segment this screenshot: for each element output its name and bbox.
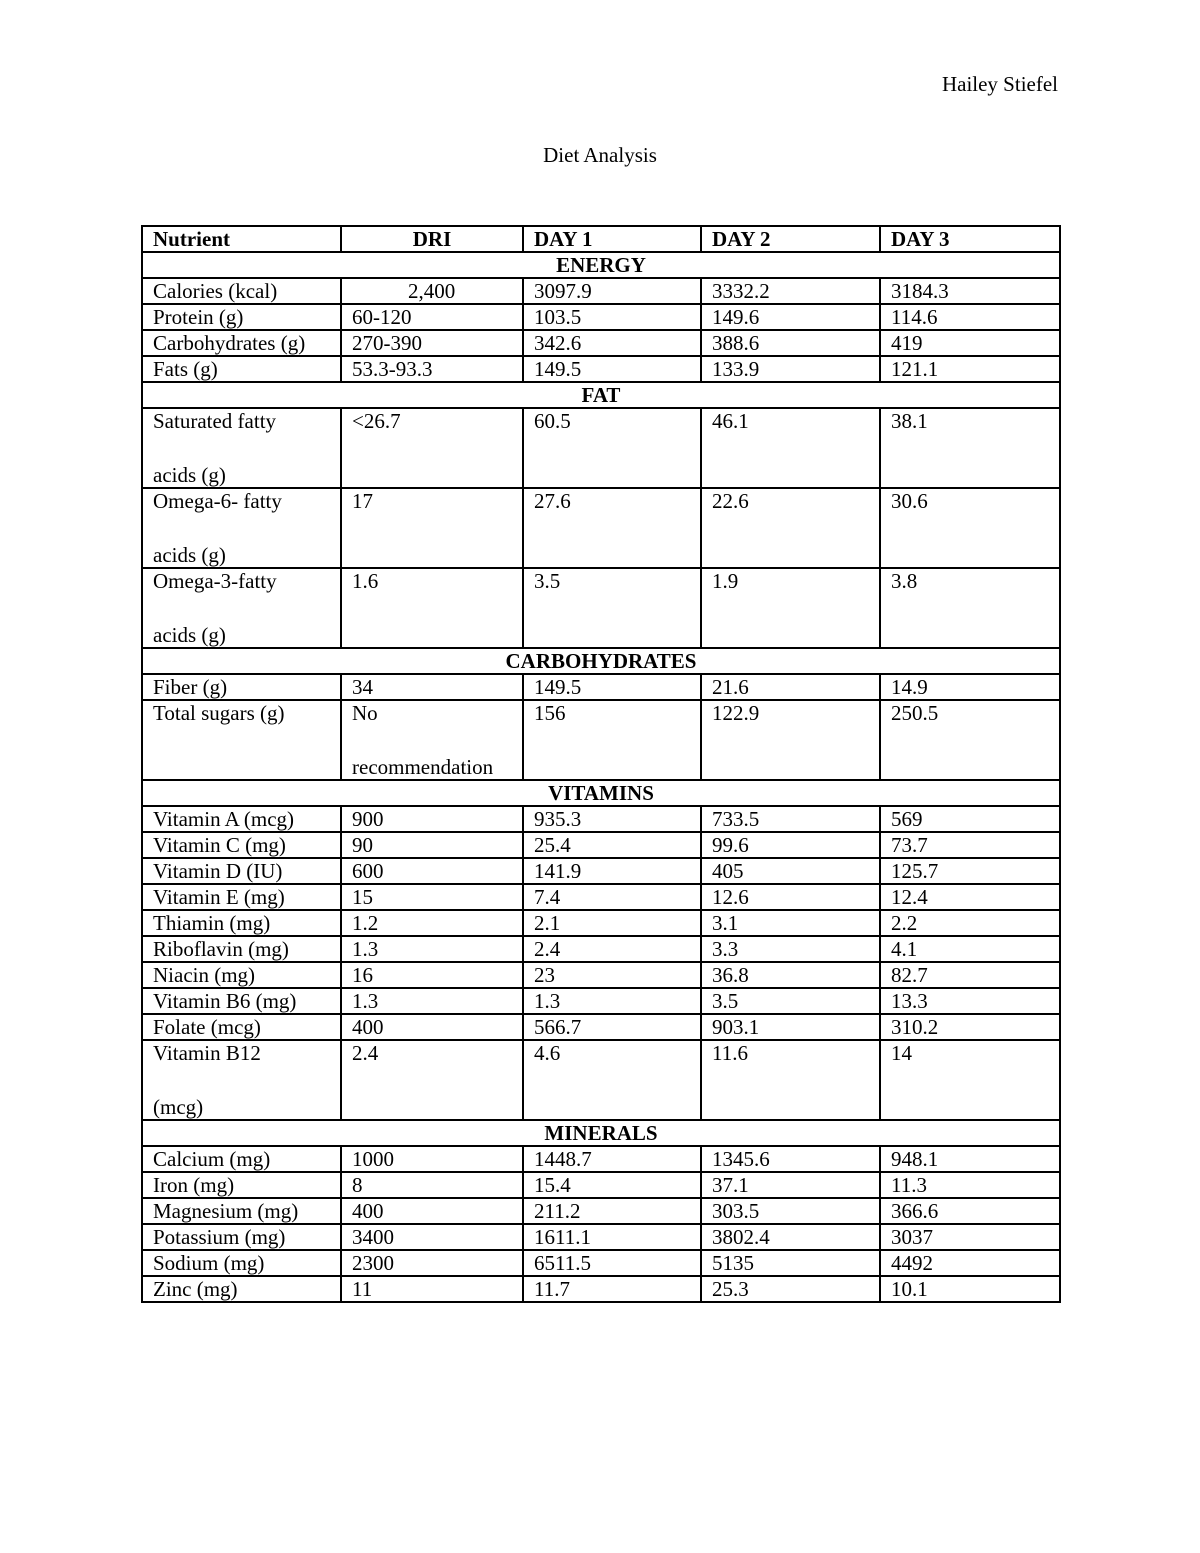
table-row [142,700,1060,780]
nutrient-cell [142,1040,341,1120]
line-gap [153,593,330,623]
day1-value: 4.6 [523,1040,701,1120]
nutrient-text: acids (g) [153,543,226,567]
dri-text: 3400 [352,1225,394,1249]
day3-value: 125.7 [880,858,1060,884]
line-gap [352,725,512,755]
table-row [142,488,1060,568]
nutrient-cell [142,1224,341,1250]
dri-cell [341,278,523,304]
nutrient-cell [142,356,341,382]
section-row [142,1120,1060,1146]
day1-value: 342.6 [523,330,701,356]
section-heading: ENERGY [142,252,1060,278]
nutrient-text: Vitamin C (mg) [153,833,286,857]
day1-value: 211.2 [523,1198,701,1224]
day2-value: 3.3 [701,936,880,962]
table-row [142,356,1060,382]
table-row [142,674,1060,700]
nutrient-text: Zinc (mg) [153,1277,238,1301]
dri-text: 400 [352,1015,384,1039]
nutrient-text: Carbohydrates (g) [153,331,306,355]
day3-value: 366.6 [880,1198,1060,1224]
column-header-day2: DAY 2 [701,226,880,252]
day1-value: 6511.5 [523,1250,701,1276]
diet-analysis-table [141,225,1061,1303]
dri-cell [341,962,523,988]
day3-value: 10.1 [880,1276,1060,1302]
day3-value: 310.2 [880,1014,1060,1040]
day1-value: 156 [523,700,701,780]
day1-value: 103.5 [523,304,701,330]
day1-value: 935.3 [523,806,701,832]
nutrient-cell [142,1146,341,1172]
day1-value: 27.6 [523,488,701,568]
nutrient-cell [142,700,341,780]
table-row [142,330,1060,356]
table-header-row [142,226,1060,252]
nutrient-text: Vitamin A (mcg) [153,807,295,831]
day2-value: 37.1 [701,1172,880,1198]
day2-value: 99.6 [701,832,880,858]
nutrient-cell [142,674,341,700]
day3-value: 948.1 [880,1146,1060,1172]
nutrient-text: Thiamin (mg) [153,911,271,935]
day1-value: 15.4 [523,1172,701,1198]
dri-text: 600 [352,859,384,883]
day2-value: 1.9 [701,568,880,648]
nutrient-cell [142,1250,341,1276]
dri-cell [341,568,523,648]
day2-value: 12.6 [701,884,880,910]
day2-value: 3.1 [701,910,880,936]
line-gap [153,1065,330,1095]
day3-value: 3037 [880,1224,1060,1250]
dri-cell [341,988,523,1014]
nutrient-cell [142,330,341,356]
day2-value: 25.3 [701,1276,880,1302]
dri-cell [341,936,523,962]
dri-text: 2.4 [352,1041,379,1065]
day3-value: 14.9 [880,674,1060,700]
nutrient-text: Vitamin B6 (mg) [153,989,297,1013]
table-row [142,936,1060,962]
day3-value: 121.1 [880,356,1060,382]
dri-cell [341,408,523,488]
table-row [142,1224,1060,1250]
table-row [142,568,1060,648]
dri-text: 2,400 [408,279,456,303]
day2-value: 3.5 [701,988,880,1014]
dri-text: 1.3 [352,937,379,961]
dri-cell [341,488,523,568]
day2-value: 733.5 [701,806,880,832]
table-row [142,832,1060,858]
dri-text: 1.3 [352,989,379,1013]
section-row [142,780,1060,806]
nutrient-text: acids (g) [153,463,226,487]
table-row [142,962,1060,988]
dri-text: 8 [352,1173,363,1197]
dri-text: 17 [352,489,373,513]
dri-text: 900 [352,807,384,831]
nutrient-cell [142,1276,341,1302]
table-row [142,304,1060,330]
dri-cell [341,832,523,858]
dri-text: 15 [352,885,373,909]
day1-value: 60.5 [523,408,701,488]
dri-cell [341,1224,523,1250]
dri-cell [341,884,523,910]
day1-value: 2.4 [523,936,701,962]
section-heading: VITAMINS [142,780,1060,806]
day1-value: 1.3 [523,988,701,1014]
nutrient-cell [142,1172,341,1198]
table-row [142,884,1060,910]
table-row [142,988,1060,1014]
day3-value: 30.6 [880,488,1060,568]
nutrient-text: acids (g) [153,623,226,647]
nutrient-text: Vitamin D (IU) [153,859,283,883]
table-row [142,1198,1060,1224]
day2-value: 133.9 [701,356,880,382]
day1-value: 1611.1 [523,1224,701,1250]
day2-value: 405 [701,858,880,884]
day3-value: 73.7 [880,832,1060,858]
dri-text: 270-390 [352,331,422,355]
dri-text: 34 [352,675,373,699]
day1-value: 566.7 [523,1014,701,1040]
day3-value: 13.3 [880,988,1060,1014]
dri-cell [341,1172,523,1198]
day1-value: 2.1 [523,910,701,936]
dri-text: 1000 [352,1147,394,1171]
nutrient-cell [142,304,341,330]
nutrient-cell [142,1014,341,1040]
day3-value: 3184.3 [880,278,1060,304]
dri-cell [341,1014,523,1040]
day3-value: 4492 [880,1250,1060,1276]
nutrient-cell [142,1198,341,1224]
column-header-nutrient: Nutrient [142,226,341,252]
dri-cell [341,806,523,832]
nutrient-cell [142,568,341,648]
dri-cell [341,1040,523,1120]
table-row [142,806,1060,832]
table-row [142,1276,1060,1302]
nutrient-text: Saturated fatty [153,409,277,433]
nutrient-text: (mcg) [153,1095,204,1119]
nutrient-text: Calories (kcal) [153,279,278,303]
day2-value: 3802.4 [701,1224,880,1250]
section-row [142,382,1060,408]
day1-value: 3.5 [523,568,701,648]
author-name: Hailey Stiefel [941,72,1058,96]
nutrient-cell [142,832,341,858]
table-row [142,278,1060,304]
day2-value: 903.1 [701,1014,880,1040]
day3-value: 4.1 [880,936,1060,962]
nutrient-cell [142,806,341,832]
day3-value: 114.6 [880,304,1060,330]
nutrient-text: Riboflavin (mg) [153,937,289,961]
nutrient-text: Calcium (mg) [153,1147,271,1171]
dri-text: 1.2 [352,911,379,935]
day1-value: 3097.9 [523,278,701,304]
nutrient-text: Sodium (mg) [153,1251,265,1275]
day3-value: 569 [880,806,1060,832]
nutrient-text: Folate (mcg) [153,1015,261,1039]
table-body [142,252,1060,1302]
day3-value: 12.4 [880,884,1060,910]
dri-text: 2300 [352,1251,394,1275]
nutrient-text: Total sugars (g) [153,701,285,725]
day1-value: 7.4 [523,884,701,910]
table-row [142,1014,1060,1040]
table-row [142,1250,1060,1276]
nutrient-cell [142,962,341,988]
table-row [142,1172,1060,1198]
day2-value: 21.6 [701,674,880,700]
section-row [142,648,1060,674]
dri-text: 16 [352,963,373,987]
day2-value: 149.6 [701,304,880,330]
day3-value: 38.1 [880,408,1060,488]
column-header-day1: DAY 1 [523,226,701,252]
dri-text: recommendation [352,755,494,779]
day2-value: 46.1 [701,408,880,488]
day2-value: 1345.6 [701,1146,880,1172]
dri-text: 90 [352,833,373,857]
nutrient-text: Iron (mg) [153,1173,235,1197]
nutrient-text: Fats (g) [153,357,218,381]
nutrient-cell [142,910,341,936]
dri-cell [341,304,523,330]
nutrient-cell [142,408,341,488]
nutrient-cell [142,988,341,1014]
day1-value: 23 [523,962,701,988]
table-row [142,1146,1060,1172]
dri-cell [341,700,523,780]
document-title: Diet Analysis [543,143,657,167]
nutrient-cell [142,278,341,304]
day2-value: 11.6 [701,1040,880,1120]
day3-value: 3.8 [880,568,1060,648]
column-header-day3: DAY 3 [880,226,1060,252]
table-row [142,408,1060,488]
nutrient-cell [142,488,341,568]
day3-value: 14 [880,1040,1060,1120]
day1-value: 149.5 [523,356,701,382]
nutrient-text: Protein (g) [153,305,244,329]
nutrient-cell [142,936,341,962]
day1-value: 25.4 [523,832,701,858]
line-gap [153,433,330,463]
nutrient-text: Omega-3-fatty [153,569,277,593]
dri-cell [341,1198,523,1224]
day2-value: 3332.2 [701,278,880,304]
table-row [142,1040,1060,1120]
dri-text: 1.6 [352,569,379,593]
dri-cell [341,674,523,700]
dri-text: 53.3-93.3 [352,357,433,381]
nutrient-text: Niacin (mg) [153,963,256,987]
table-row [142,910,1060,936]
day2-value: 5135 [701,1250,880,1276]
dri-text: <26.7 [352,409,401,433]
dri-cell [341,356,523,382]
dri-text: 60-120 [352,305,412,329]
section-heading: MINERALS [142,1120,1060,1146]
nutrient-text: Fiber (g) [153,675,228,699]
day2-value: 36.8 [701,962,880,988]
dri-text: 400 [352,1199,384,1223]
day2-value: 22.6 [701,488,880,568]
column-header-dri: DRI [341,226,523,252]
dri-text: No [352,701,378,725]
day3-value: 82.7 [880,962,1060,988]
day1-value: 11.7 [523,1276,701,1302]
dri-cell [341,1146,523,1172]
section-row [142,252,1060,278]
day3-value: 250.5 [880,700,1060,780]
nutrient-text: Magnesium (mg) [153,1199,299,1223]
nutrient-text: Omega-6- fatty [153,489,282,513]
dri-cell [341,910,523,936]
nutrient-text: Vitamin B12 [153,1041,261,1065]
day1-value: 1448.7 [523,1146,701,1172]
day1-value: 141.9 [523,858,701,884]
day3-value: 419 [880,330,1060,356]
dri-cell [341,1250,523,1276]
day2-value: 388.6 [701,330,880,356]
table-row [142,858,1060,884]
dri-cell [341,330,523,356]
nutrient-text: Vitamin E (mg) [153,885,285,909]
day2-value: 122.9 [701,700,880,780]
nutrient-cell [142,858,341,884]
dri-text: 11 [352,1277,373,1301]
day2-value: 303.5 [701,1198,880,1224]
nutrient-cell [142,884,341,910]
section-heading: FAT [142,382,1060,408]
day3-value: 2.2 [880,910,1060,936]
dri-cell [341,1276,523,1302]
dri-cell [341,858,523,884]
section-heading: CARBOHYDRATES [142,648,1060,674]
day1-value: 149.5 [523,674,701,700]
nutrient-text: Potassium (mg) [153,1225,286,1249]
line-gap [153,513,330,543]
day3-value: 11.3 [880,1172,1060,1198]
